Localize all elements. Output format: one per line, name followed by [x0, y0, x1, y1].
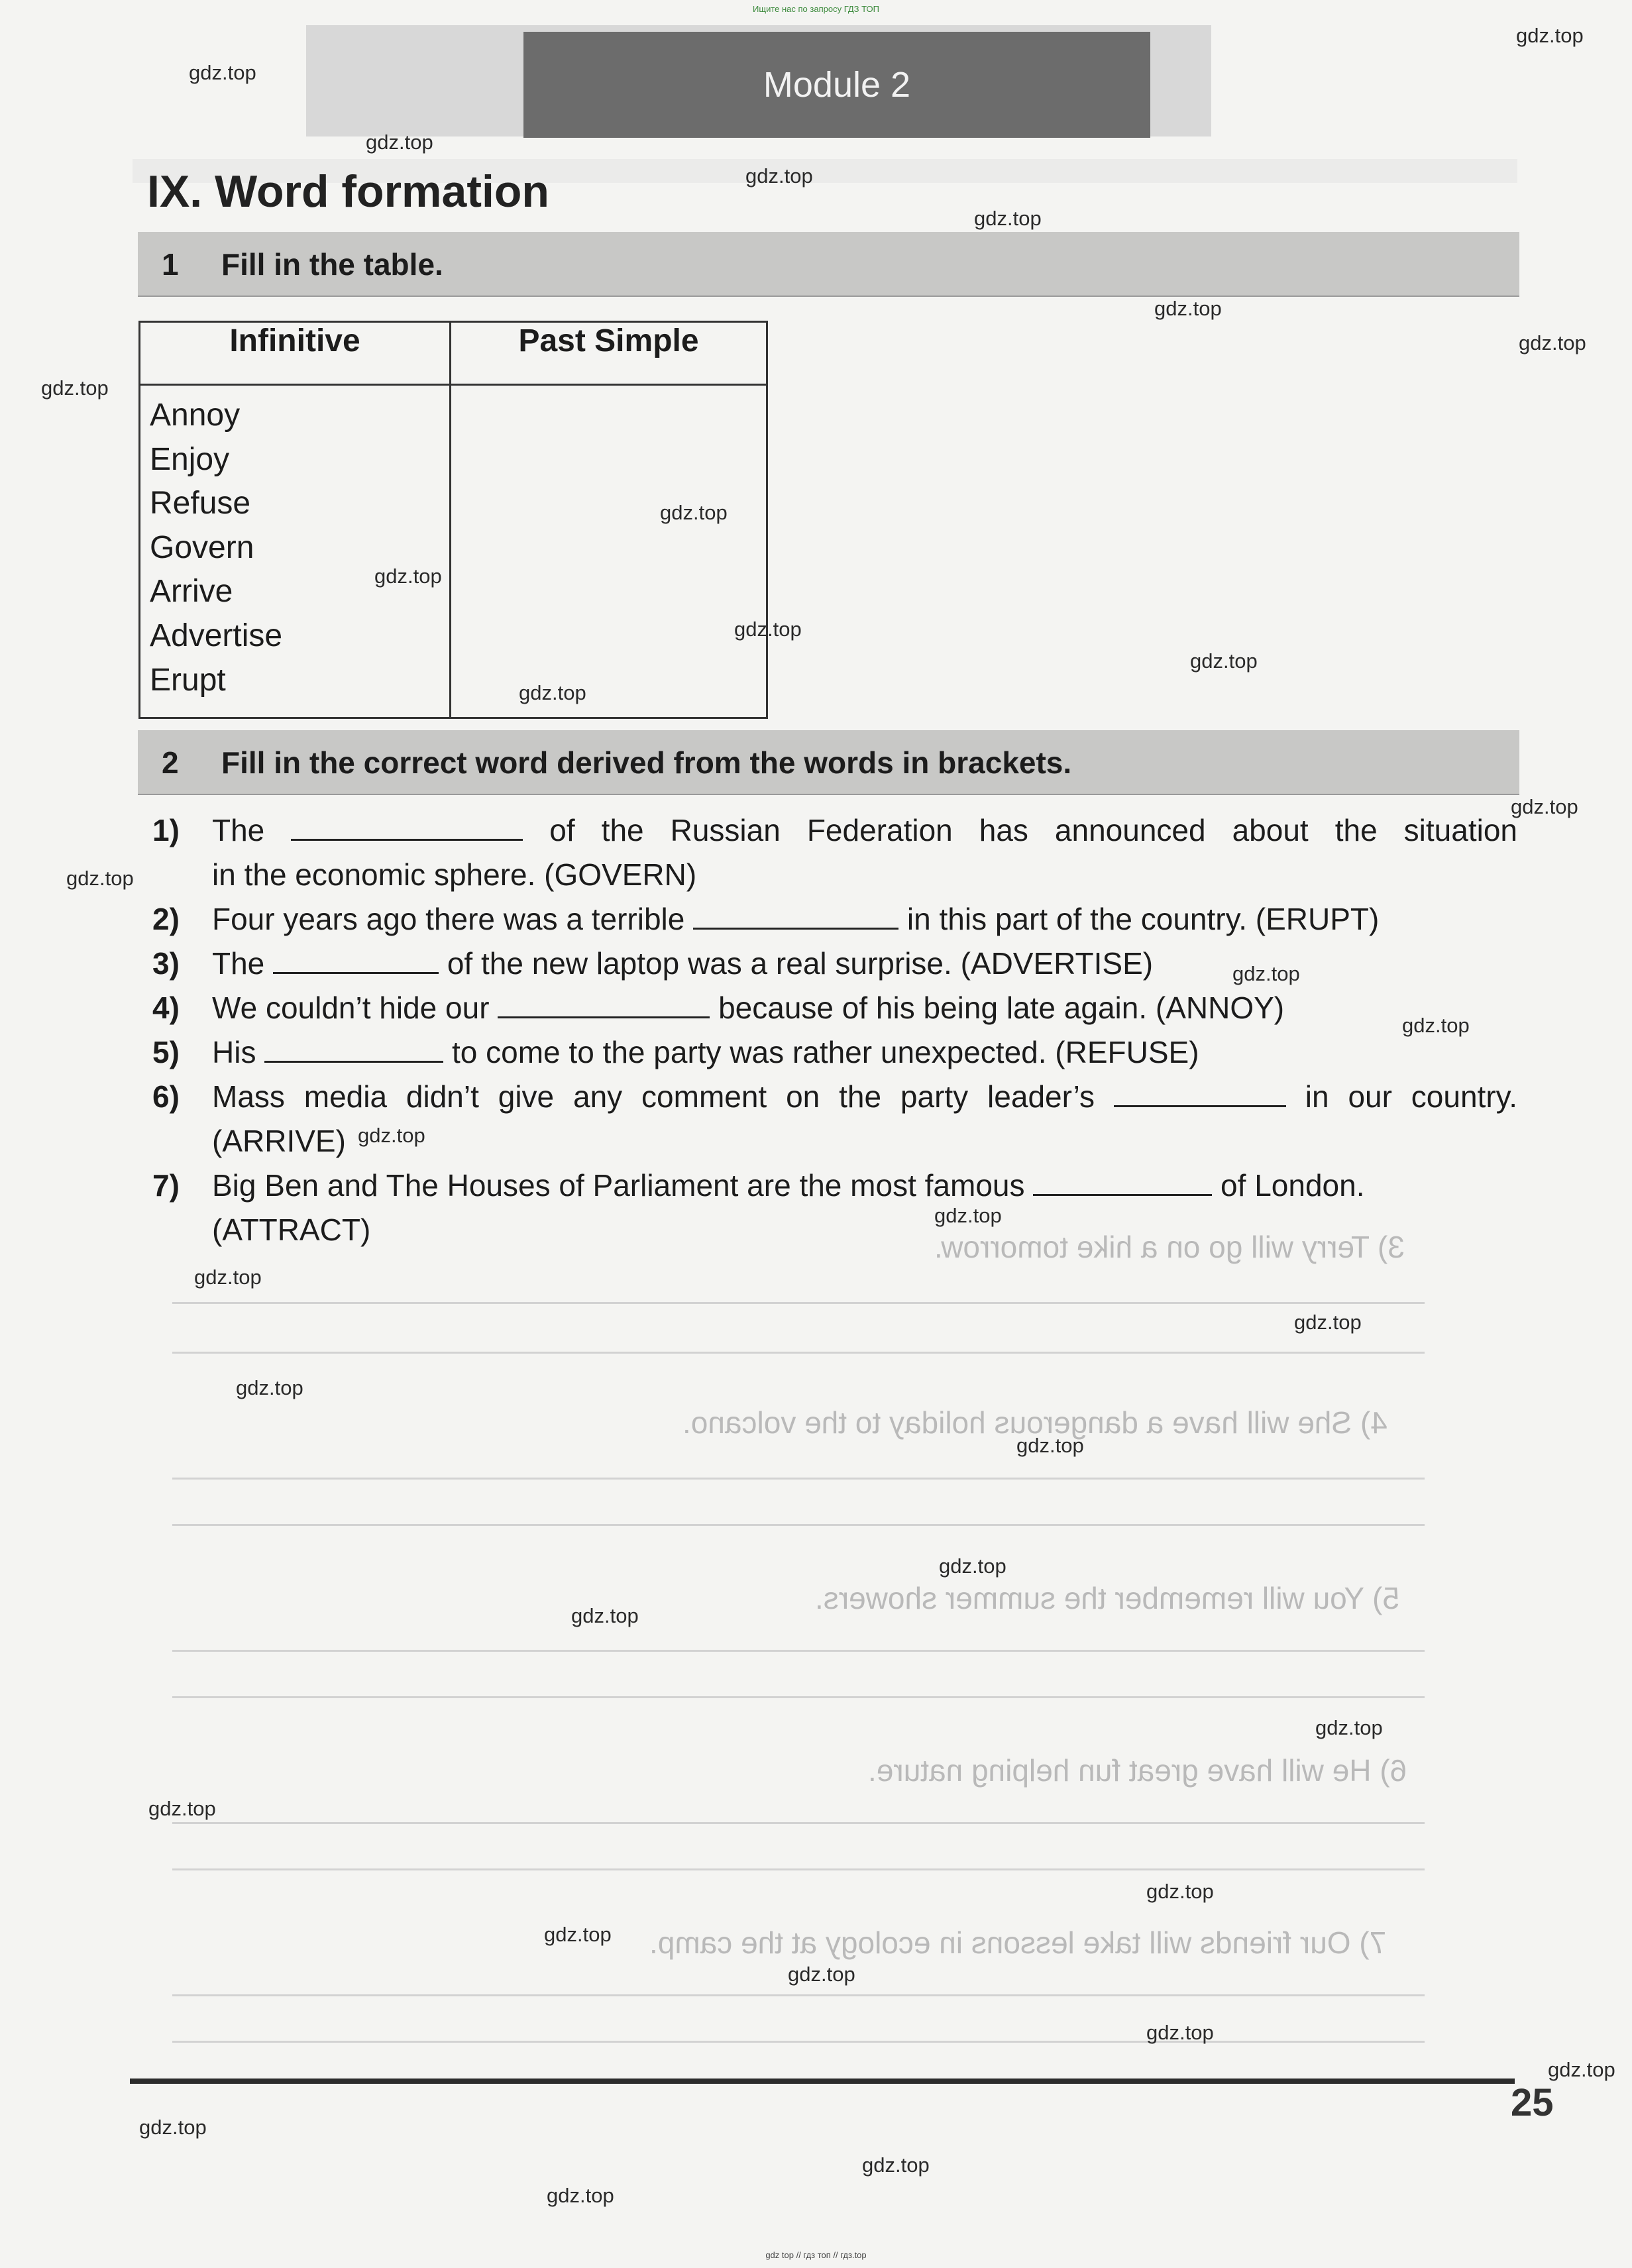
answer-blank[interactable] [498, 990, 710, 1018]
watermark: gdz.top [1315, 1716, 1383, 1739]
infinitive-govern: Govern [150, 529, 254, 565]
item-text: Mass media didn’t give any comment on the party leader’s [212, 1079, 1095, 1114]
item-number: 7) [152, 1168, 180, 1203]
bleed-through-text: 4) She will have a dangerous holiday to the volcano. [682, 1405, 1387, 1440]
item-text: We couldn’t hide our [212, 991, 490, 1025]
infinitive-arrive: Arrive [150, 574, 233, 610]
answer-blank[interactable] [1114, 1079, 1286, 1107]
infinitive-annoy: Annoy [150, 398, 241, 433]
watermark: gdz.top [139, 2116, 207, 2139]
watermark: gdz.top [148, 1797, 216, 1820]
infinitive-enjoy: Enjoy [150, 441, 230, 477]
search-hint: Ищите нас по запросу ГДЗ ТОП [753, 4, 879, 14]
watermark: gdz.top [544, 1923, 612, 1946]
watermark: gdz.top [1548, 2058, 1615, 2081]
bleed-through-line [172, 1524, 1425, 1526]
item-text: in the economic sphere. (GOVERN) [212, 857, 697, 892]
watermark: gdz.top [189, 61, 256, 84]
bleed-through-line [172, 1650, 1425, 1652]
item-line [212, 1163, 1517, 1208]
bleed-through-line [172, 1994, 1425, 1996]
answer-blank[interactable] [693, 901, 898, 930]
bleed-through-line [172, 1478, 1425, 1480]
watermark: gdz.top [745, 164, 813, 188]
item-text: of the new laptop was a real surprise. (ADVERTISE) [447, 946, 1154, 981]
watermark: gdz.top [1016, 1434, 1084, 1457]
bleed-through-text: 5) You will remember the summer showers. [815, 1581, 1399, 1615]
module-label: Module 2 [763, 65, 911, 105]
watermark: gdz.top [1190, 649, 1258, 673]
exercise-item-4 [152, 986, 1517, 1030]
watermark: gdz.top [194, 1266, 262, 1289]
answer-blank[interactable] [291, 812, 523, 841]
watermark: gdz.top [1232, 962, 1300, 985]
item-number: 3) [152, 946, 180, 981]
footer-rule [130, 2079, 1515, 2084]
watermark: gdz.top [1294, 1311, 1362, 1334]
watermark: gdz.top [862, 2153, 930, 2177]
item-text: in this part of the country. (ERUPT) [906, 902, 1380, 936]
watermark: gdz.top [66, 867, 134, 890]
watermark: gdz.top [41, 376, 109, 400]
section-title: IX. Word formation [147, 166, 549, 217]
item-text: Four years ago there was a terrible [212, 902, 685, 936]
item-number: 6) [152, 1079, 180, 1114]
item-text: (ATTRACT) [212, 1213, 371, 1247]
infinitive-erupt: Erupt [150, 662, 226, 698]
exercise-item-3 [152, 942, 1517, 986]
watermark: gdz.top [1402, 1014, 1470, 1037]
exercise-list [152, 808, 1517, 1252]
watermark: gdz.top [1154, 297, 1222, 320]
header-past-simple: Past Simple [451, 322, 767, 385]
watermark: gdz.top [1511, 795, 1578, 818]
exercise-item-5 [152, 1030, 1517, 1075]
watermark: gdz.top [939, 1554, 1006, 1578]
bleed-through-line [172, 1868, 1425, 1870]
item-number: 4) [152, 991, 180, 1025]
watermark: gdz.top [1516, 24, 1584, 47]
bleed-through-line [172, 1822, 1425, 1824]
bleed-through-text: 7) Our friends will take lessons in ecology at the camp. [649, 1925, 1387, 1960]
infinitive-column [140, 385, 451, 718]
item-text: of London. [1221, 1168, 1365, 1203]
watermark: gdz.top [571, 1604, 639, 1627]
item-text: because of his being late again. (ANNOY) [718, 991, 1285, 1025]
item-number: 1) [152, 813, 180, 847]
bleed-through-line [172, 1352, 1425, 1354]
watermark: gdz.top [366, 131, 433, 154]
watermark: gdz.top [1146, 2021, 1214, 2044]
watermark: gdz.top [547, 2184, 614, 2207]
bleed-through-line [172, 1302, 1425, 1304]
item-text: (ARRIVE) [212, 1124, 346, 1158]
page-number: 25 [1511, 2081, 1554, 2124]
watermark: gdz.top [974, 207, 1042, 230]
item-text: in our country. [1305, 1079, 1518, 1114]
task-2-header [138, 730, 1519, 795]
table-header-row [140, 322, 767, 385]
item-text: to come to the party was rather unexpected. (REFUSE) [452, 1035, 1199, 1069]
item-text: of the Russian Federation has announced about the situation [549, 813, 1517, 847]
watermark: gdz.top [1519, 331, 1586, 354]
watermark: gdz.top [358, 1124, 425, 1147]
module-banner [523, 32, 1150, 138]
bleed-through-text: 6) He will have great fun helping nature. [868, 1753, 1407, 1788]
answer-blank[interactable] [1033, 1167, 1212, 1196]
infinitive-refuse: Refuse [150, 486, 251, 521]
item-number: 5) [152, 1035, 180, 1069]
past-simple-answer-cell[interactable] [451, 385, 767, 718]
item-text: His [212, 1035, 256, 1069]
item-text: The [212, 813, 265, 847]
watermark: gdz.top [934, 1204, 1002, 1227]
bleed-through-text: 3) Terry will go on a hike tomorrow. [934, 1230, 1405, 1264]
task-1-header [138, 232, 1519, 297]
watermark: gdz.top [236, 1376, 303, 1399]
item-line [212, 808, 1517, 853]
watermark: gdz.top [660, 501, 728, 524]
item-line [212, 853, 1517, 897]
watermark: gdz.top [374, 565, 442, 588]
watermark: gdz.top [1146, 1880, 1214, 1903]
footer-note: gdz top // гдз топ // гдз.top [765, 2250, 867, 2260]
exercise-item-1 [152, 808, 1517, 897]
item-text: The [212, 946, 265, 981]
task-1-title: Fill in the table. [221, 247, 443, 282]
infinitive-advertise: Advertise [150, 618, 283, 653]
exercise-item-2 [152, 897, 1517, 942]
task-2-number: 2 [162, 745, 179, 780]
table-body-row [140, 385, 767, 718]
bleed-through-line [172, 2041, 1425, 2043]
item-number: 2) [152, 902, 180, 936]
task-2-title: Fill in the correct word derived from the words in brackets. [221, 745, 1072, 780]
item-text: Big Ben and The Houses of Parliament are the most famous [212, 1168, 1025, 1203]
watermark: gdz.top [788, 1963, 855, 1986]
item-line [212, 1075, 1517, 1119]
header-infinitive: Infinitive [140, 322, 451, 385]
bleed-through-line [172, 1696, 1425, 1698]
watermark: gdz.top [519, 681, 586, 704]
answer-blank[interactable] [264, 1034, 443, 1063]
task-1-number: 1 [162, 247, 179, 282]
exercise-item-6 [152, 1075, 1517, 1163]
watermark: gdz.top [734, 618, 802, 641]
answer-blank[interactable] [273, 945, 439, 974]
